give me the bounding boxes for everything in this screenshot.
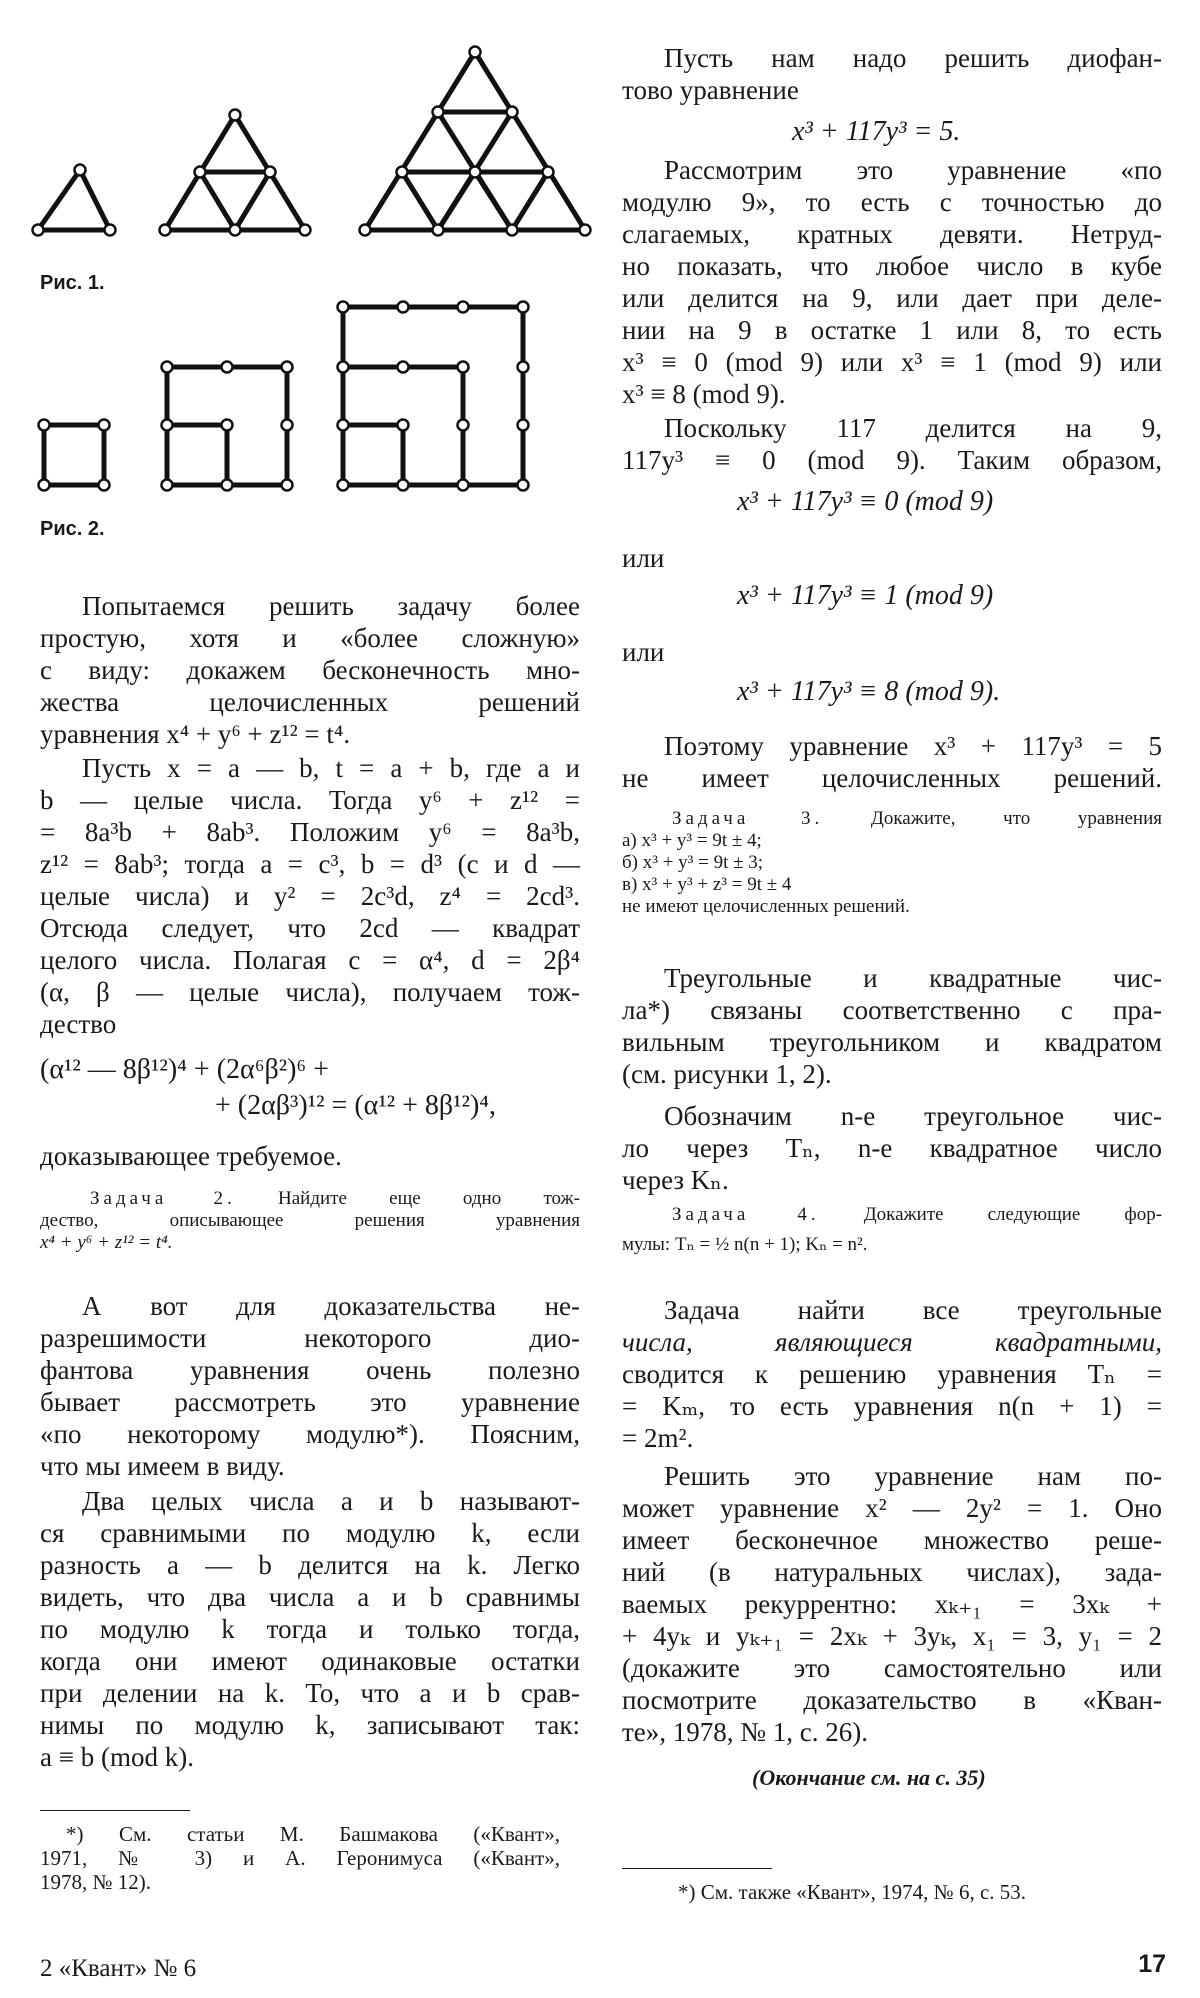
text-line: a ≡ b (mod k).	[40, 1742, 194, 1772]
triangle-size-2	[165, 115, 305, 230]
text-line: жества целочисленных решений	[40, 687, 580, 717]
text-line: простую, хотя и «более сложную»	[40, 623, 580, 653]
identity-line-2: + (2αβ³)¹² = (α¹² + 8β¹²)⁴,	[215, 1090, 497, 1121]
square-size-3	[343, 307, 523, 485]
text-line: целого числа. Полагая c = α⁴, d = 2β⁴	[40, 945, 580, 975]
square-size-1	[44, 425, 104, 485]
left-after-identity: доказывающее требуемое.	[40, 1141, 342, 1171]
text-line: + 4yₖ и yₖ₊₁ = 2xₖ + 3yₖ, x₁ = 3, y₁ = 2	[622, 1621, 1162, 1651]
task-3-item: а) x³ + y³ = 9t ± 4;	[622, 830, 762, 851]
task-3	[622, 808, 1162, 918]
right-para-since	[622, 412, 1162, 476]
text-line: = 8a³b + 8ab³. Положим y⁶ = 8a³b,	[40, 817, 580, 847]
text-line: 1971, № 3) и А. Геронимуса («Квант»,	[40, 1846, 560, 1870]
text-line: 117y³ ≡ 0 (mod 9). Таким образом,	[622, 445, 1162, 475]
text-line: числа, являющиеся квадратными,	[622, 1327, 1162, 1357]
text-line: дество, описывающее решения уравнения	[40, 1210, 580, 1231]
figure-1-caption: Рис. 1.	[40, 272, 105, 294]
triangle-size-3	[365, 52, 585, 230]
left-para-2	[40, 752, 580, 1040]
text-line: ла*) связаны соответственно с пра-	[622, 995, 1162, 1025]
text-line: А вот для доказательства не-	[82, 1291, 580, 1321]
text-line: не имеет целочисленных решений.	[622, 763, 1162, 793]
text-line: сводится к решению уравнения Tₙ =	[622, 1359, 1162, 1389]
figure-2-caption: Рис. 2.	[40, 518, 105, 540]
figure-2-squares	[40, 295, 600, 495]
text-line: (см. рисунки 1, 2).	[622, 1059, 832, 1089]
text-line: Рассмотрим это уравнение «по	[664, 155, 1162, 185]
text-line: тово уравнение	[622, 75, 799, 105]
figure-1-nodes	[33, 47, 591, 236]
text-line: 1978, № 12).	[40, 1870, 152, 1894]
text-line: Треугольные и квадратные чис-	[664, 963, 1162, 993]
text-line: целые числа) и y² = 2c³d, z⁴ = 2cd³.	[40, 881, 580, 911]
text-line: Поэтому уравнение x³ + 117y³ = 5	[664, 731, 1162, 761]
text-line: Поскольку 117 делится на 9,	[664, 413, 1162, 443]
right-intro	[622, 42, 1162, 106]
text-line: видеть, что два числа a и b сравнимы	[40, 1582, 580, 1612]
footnote-rule-left	[40, 1810, 190, 1811]
text-line: ний (в натуральных числах), зада-	[622, 1557, 1162, 1587]
text-line: (α, β — целые числа), получаем тож-	[40, 977, 580, 1007]
text-line: слагаемых, кратных девяти. Нетруд-	[622, 219, 1162, 249]
identity-line-1: (α¹² — 8β¹²)⁴ + (2α⁶β²)⁶ +	[40, 1054, 329, 1085]
text-line: Пусть x = a — b, t = a + b, где a и	[82, 753, 580, 783]
text-line: Обозначим n-е треугольное чис-	[664, 1101, 1162, 1131]
text-line: модулю 9», то есть с точностью до	[622, 187, 1162, 217]
text-line: = Kₘ, то есть уравнения n(n + 1) =	[622, 1391, 1162, 1421]
text-line: *) См. статьи М. Башмакова («Квант»,	[66, 1822, 560, 1846]
text-line: с виду: докажем бесконечность мно-	[40, 655, 580, 685]
text-line: ся сравнимыми по модулю k, если	[40, 1518, 580, 1548]
text-line: Попытаемся решить задачу более	[82, 591, 580, 621]
task-4-text: Докажите следующие фор-	[863, 1204, 1163, 1225]
text-line: посмотрите доказательство в «Кван-	[622, 1685, 1162, 1715]
footnote-left	[40, 1822, 560, 1894]
text-line: уравнения x⁴ + y⁶ + z¹² = t⁴.	[40, 719, 351, 749]
task-3-item: б) x³ + y³ = 9t ± 3;	[622, 852, 764, 873]
task-4	[622, 1204, 1162, 1264]
continued-note: (Окончание см. на с. 35)	[752, 1765, 986, 1790]
right-para-thus	[622, 730, 1162, 794]
text-line: ваемых рекуррентно: xₖ₊₁ = 3xₖ +	[622, 1589, 1162, 1619]
text-line: Задача найти все треугольные	[664, 1295, 1162, 1325]
task-2	[40, 1188, 580, 1254]
task-2-label: Задача 2.	[90, 1188, 236, 1209]
text-line	[622, 808, 1162, 830]
text-line: (докажите это самостоятельно или	[622, 1653, 1162, 1683]
text-line: Решить это уравнение нам по-	[664, 1461, 1162, 1491]
page-number: 17	[1138, 1950, 1166, 1978]
left-para-1	[40, 590, 580, 750]
right-para-task	[622, 1294, 1162, 1454]
right-para-mod	[622, 154, 1162, 410]
right-para-denote	[622, 1100, 1162, 1196]
or-text-1: или	[622, 543, 665, 573]
task-3-head: Докажите, что уравнения	[870, 808, 1163, 829]
task-4-formula: мулы: Tₙ = ½ n(n + 1); Kₙ = n².	[622, 1234, 868, 1255]
text-line: вильным треугольником и квадратом	[622, 1027, 1162, 1057]
equation-main: x³ + 117y³ = 5.	[792, 116, 961, 147]
text-line: ло через Tₙ, n-е квадратное число	[622, 1133, 1162, 1163]
text-line: когда они имеют одинаковые остатки	[40, 1646, 580, 1676]
task-3-label: Задача 3.	[672, 808, 824, 829]
task-2-line-1: Найдите еще одно тож-	[278, 1188, 580, 1209]
text-line: фантова уравнения очень полезно	[40, 1355, 580, 1385]
text-line: разность a — b делится на k. Легко	[40, 1550, 580, 1580]
task-3-item: в) x³ + y³ + z³ = 9t ± 4	[622, 874, 792, 895]
text-line: разрешимости некоторого дио-	[40, 1323, 580, 1353]
text-line: по модулю k тогда и только тогда,	[40, 1614, 580, 1644]
text-line: дество	[40, 1009, 117, 1039]
task-4-label: Задача 4.	[672, 1204, 820, 1225]
text-line: x³ ≡ 0 (mod 9) или x³ ≡ 1 (mod 9) или	[622, 347, 1162, 377]
footnote-rule-right	[622, 1868, 772, 1869]
text-line: z¹² = 8ab³; тогда a = c³, b = d³ (c и d —	[40, 849, 580, 879]
text-line: но показать, что любое число в кубе	[622, 251, 1162, 281]
text-line: нии на 9 в остатке 1 или 8, то есть	[622, 315, 1162, 345]
text-line: имеет бесконечное множество реше-	[622, 1525, 1162, 1555]
equation-mod-1: x³ + 117y³ ≡ 1 (mod 9)	[737, 580, 994, 611]
right-para-solve	[622, 1460, 1162, 1748]
footnote-right: *) См. также «Квант», 1974, № 6, с. 53.	[678, 1880, 1027, 1904]
text-line: или делится на 9, или дает при деле-	[622, 283, 1162, 313]
left-para-3	[40, 1290, 580, 1482]
text-line: x⁴ + y⁶ + z¹² = t⁴.	[40, 1232, 173, 1253]
text-line	[40, 1188, 580, 1210]
triangle-size-1	[38, 170, 110, 230]
text-line: b — целые числа. Тогда y⁶ + z¹² =	[40, 785, 580, 815]
or-text-2: или	[622, 637, 665, 667]
task-3-tail: не имеют целочисленных решений.	[622, 896, 910, 917]
text-line: Пусть нам надо решить диофан-	[664, 43, 1162, 73]
text-line: Два целых числа a и b называют-	[82, 1486, 580, 1516]
text-line: может уравнение x² — 2y² = 1. Оно	[622, 1493, 1162, 1523]
text-line: = 2m².	[622, 1423, 694, 1453]
left-para-4	[40, 1485, 580, 1773]
right-para-triangular	[622, 962, 1162, 1090]
text-line: нимы по модулю k, записывают так:	[40, 1710, 580, 1740]
text-line	[622, 1204, 1162, 1234]
text-line: те», 1978, № 1, с. 26).	[622, 1717, 869, 1747]
equation-mod-8: x³ + 117y³ ≡ 8 (mod 9).	[737, 676, 1001, 707]
figure-2-nodes	[39, 302, 529, 491]
text-line: бывает рассмотреть это уравнение	[40, 1387, 580, 1417]
text-line: «по некоторому модулю*). Поясним,	[40, 1419, 580, 1449]
text-line: при делении на k. То, что a и b срав-	[40, 1678, 580, 1708]
page-footer: 2 «Квант» № 6	[40, 1955, 197, 1982]
text-line: что мы имеем в виду.	[40, 1451, 285, 1481]
figure-1-triangles	[40, 40, 600, 240]
text-line: через Kₙ.	[622, 1165, 729, 1195]
equation-mod-0: x³ + 117y³ ≡ 0 (mod 9)	[737, 486, 994, 517]
text-line: Отсюда следует, что 2cd — квадрат	[40, 913, 580, 943]
text-line: x³ ≡ 8 (mod 9).	[622, 379, 786, 409]
